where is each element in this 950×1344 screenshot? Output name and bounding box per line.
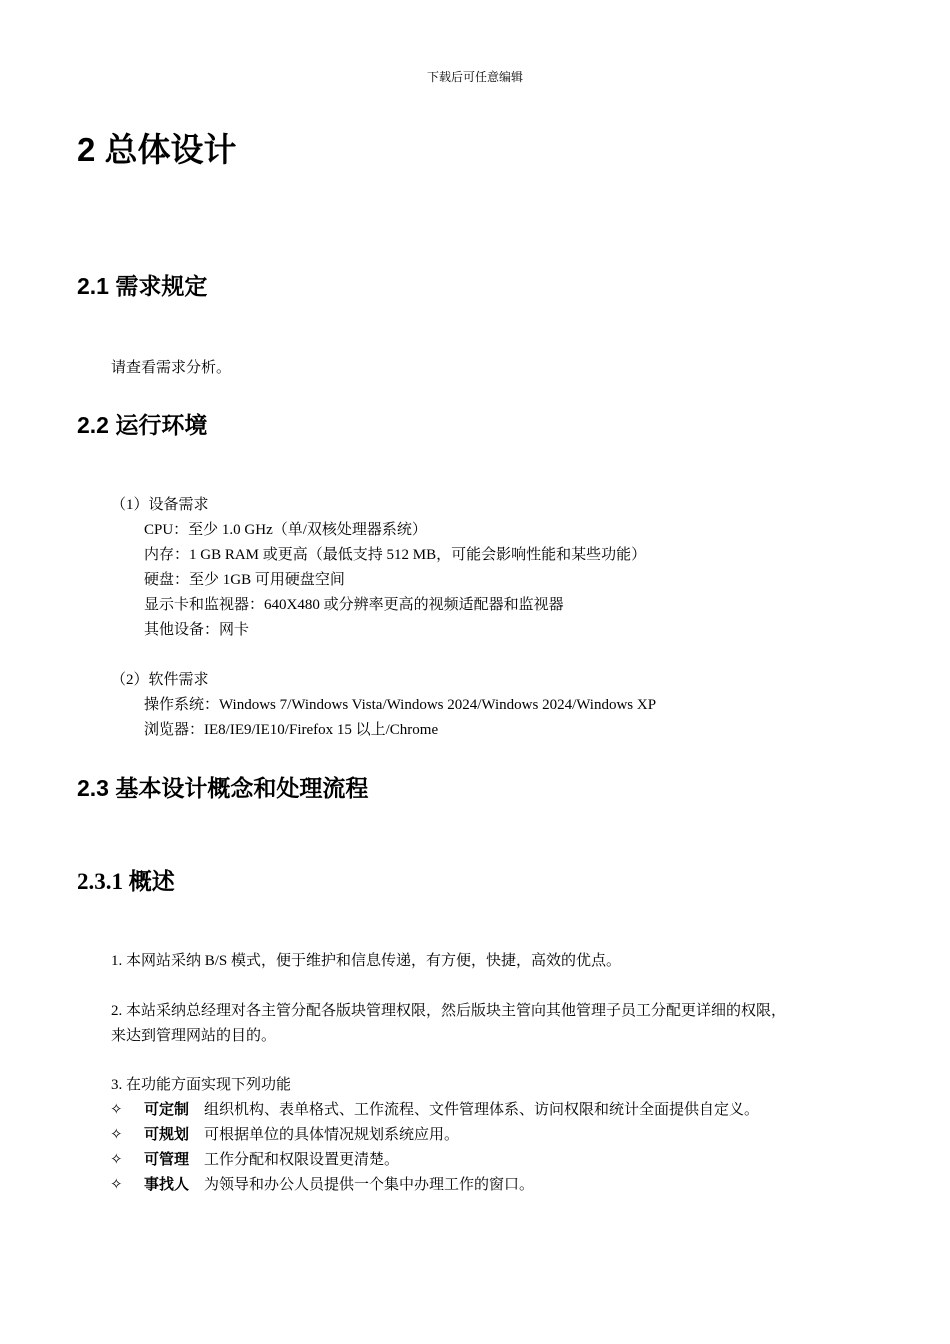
feature-bullet — [110, 1150, 399, 1170]
section-2-1-title: 2.1 需求规定 — [77, 273, 208, 299]
hardware-item-memory: 内存：1 GB RAM 或更高（最低支持 512 MB，可能会影响性能和某些功能） — [144, 547, 647, 563]
feature-bullet — [110, 1125, 459, 1145]
section-2-2-title: 2.2 运行环境 — [77, 412, 208, 438]
hardware-item-cpu: CPU：至少 1.0 GHz（单/双核处理器系统） — [144, 522, 427, 538]
diamond-bullet-icon: ✧ — [110, 1177, 123, 1193]
feature-term: 事找人 — [144, 1176, 190, 1193]
feature-term: 可规划 — [144, 1126, 190, 1143]
overview-point-2-line-2: 来达到管理网站的目的。 — [111, 1028, 277, 1044]
diamond-bullet-icon: ✧ — [110, 1102, 123, 1118]
page-header: 下载后可任意编辑 — [426, 70, 523, 84]
feature-desc: 可根据单位的具体情况规划系统应用。 — [204, 1127, 460, 1143]
feature-term: 可管理 — [144, 1151, 190, 1168]
feature-desc: 工作分配和权限设置更清楚。 — [204, 1152, 400, 1168]
diamond-bullet-icon: ✧ — [110, 1152, 123, 1168]
diamond-bullet-icon: ✧ — [110, 1127, 123, 1143]
chapter-title: 2 总体设计 — [77, 131, 237, 168]
hardware-item-disk: 硬盘：至少 1GB 可用硬盘空间 — [144, 572, 345, 588]
feature-bullet — [110, 1100, 759, 1120]
software-item-os: 操作系统：Windows 7/Windows Vista/Windows 2024/Windows 2024/Windows XP — [144, 697, 657, 713]
feature-desc: 为领导和办公人员提供一个集中办理工作的窗口。 — [204, 1177, 535, 1193]
overview-point-3: 3. 在功能方面实现下列功能 — [111, 1077, 292, 1093]
overview-point-2-line-1: 2. 本站采纳总经理对各主管分配各版块管理权限，然后版块主管向其他管理子员工分配更详细的权限， — [111, 1003, 787, 1019]
hardware-label: （1）设备需求 — [111, 497, 209, 513]
software-item-browser: 浏览器：IE8/IE9/IE10/Firefox 15 以上/Chrome — [144, 722, 439, 738]
hardware-item-display: 显示卡和监视器：640X480 或分辨率更高的视频适配器和监视器 — [144, 597, 564, 613]
section-2-3-1-title: 2.3.1 概述 — [77, 869, 175, 894]
feature-bullet — [110, 1175, 534, 1195]
feature-desc: 组织机构、表单格式、工作流程、文件管理体系、访问权限和统计全面提供自定义。 — [204, 1102, 760, 1118]
feature-term: 可定制 — [144, 1101, 190, 1118]
hardware-item-other: 其他设备：网卡 — [144, 622, 250, 638]
section-2-3-title: 2.3 基本设计概念和处理流程 — [77, 775, 369, 801]
section-2-1-text: 请查看需求分析。 — [111, 360, 232, 376]
overview-point-1: 1. 本网站采纳 B/S 模式，便于维护和信息传递，有方便，快捷，高效的优点。 — [111, 953, 622, 969]
software-label: （2）软件需求 — [111, 672, 209, 688]
